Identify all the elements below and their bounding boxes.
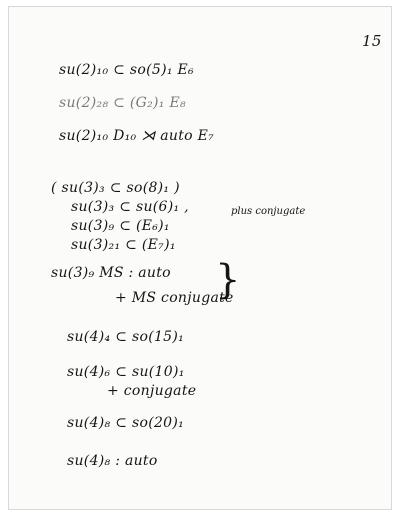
line-su2-10-d10: su(2)₁₀ D₁₀ ⋊ auto E₇ (59, 128, 215, 144)
line-plus-conjugate-note: plus conjugate (231, 206, 306, 217)
line-su2-28-g2: su(2)₂₈ ⊂ (G₂)₁ E₈ (59, 95, 186, 111)
line-su3-3-so8: ( su(3)₃ ⊂ so(8)₁ ) (51, 180, 180, 196)
line-plus-conjugate: + conjugate (107, 383, 197, 399)
handwritten-note-sheet (8, 6, 392, 510)
line-su2-10-so5: su(2)₁₀ ⊂ so(5)₁ E₆ (59, 62, 194, 78)
line-su3-9-e6: su(3)₉ ⊂ (E₆)₁ (71, 218, 170, 234)
line-su3-21-e7: su(3)₂₁ ⊂ (E₇)₁ (71, 237, 176, 253)
line-su3-9-ms-auto: su(3)₉ MS : auto (51, 265, 171, 281)
line-su4-8-auto: su(4)₈ : auto (67, 453, 158, 469)
line-su3-3-su6: su(3)₃ ⊂ su(6)₁ , (71, 199, 189, 215)
line-su4-6-su10: su(4)₆ ⊂ su(10)₁ (67, 364, 185, 380)
page-number: 15 (362, 32, 382, 50)
curly-brace: } (215, 257, 241, 303)
line-ms-conjugate: + MS conjugate (115, 290, 234, 306)
line-su4-4-so15: su(4)₄ ⊂ so(15)₁ (67, 329, 185, 345)
line-su4-8-so20: su(4)₈ ⊂ so(20)₁ (67, 415, 185, 431)
